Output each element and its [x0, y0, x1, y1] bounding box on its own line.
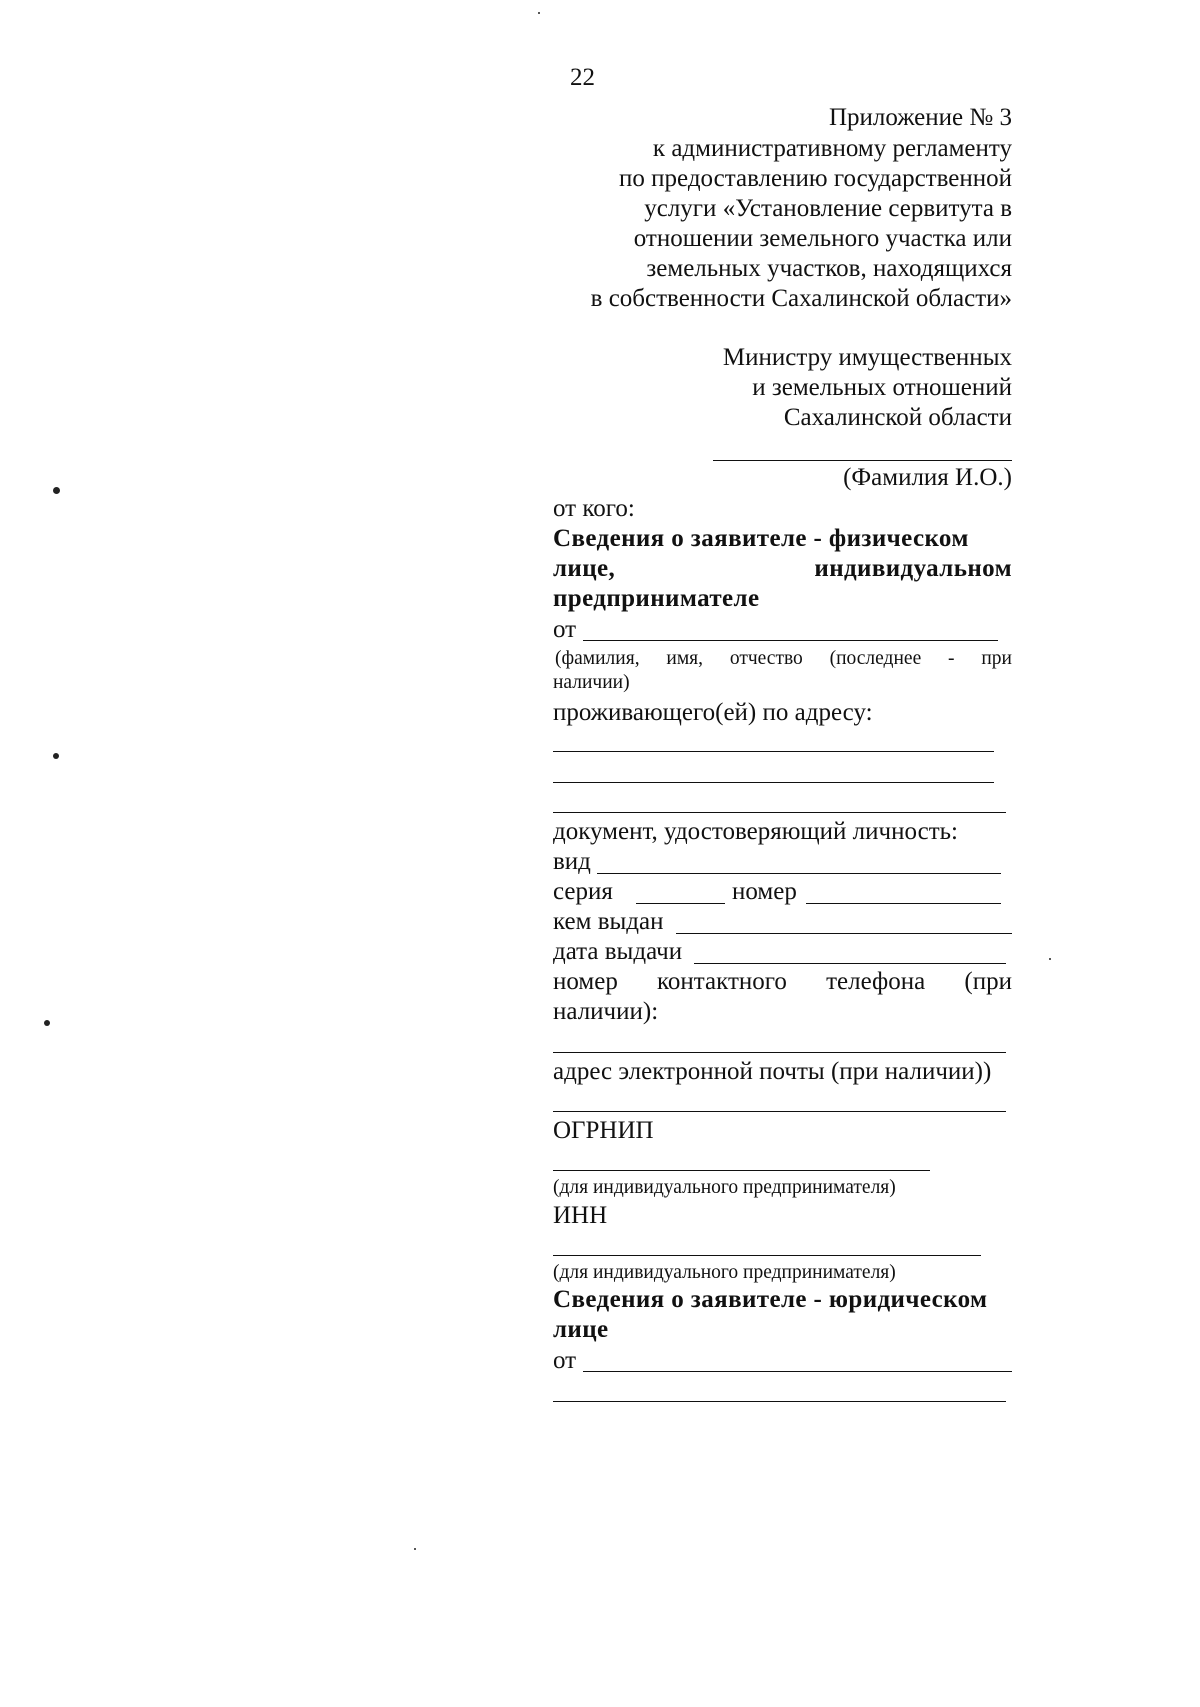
- id-doc-label: документ, удостоверяющий личность:: [553, 818, 958, 845]
- phone-field[interactable]: [553, 1052, 1006, 1053]
- email-field[interactable]: [553, 1111, 1006, 1112]
- fio-caption: наличии): [553, 672, 630, 693]
- addressee-line: и земельных отношений: [752, 374, 1012, 401]
- doc-number-label: номер: [732, 878, 797, 905]
- appendix-line: услуги «Установление сервитута в: [644, 195, 1012, 222]
- address-field[interactable]: [553, 782, 994, 783]
- appendix-line: в собственности Сахалинской области»: [590, 285, 1012, 312]
- issue-date-field[interactable]: [694, 963, 1006, 964]
- page-number: 22: [570, 64, 595, 91]
- from-prefix: от: [553, 616, 577, 643]
- phone-label-word: (при: [964, 968, 1012, 995]
- appendix-line: к административному регламенту: [652, 135, 1012, 162]
- addressee-line: Министру имущественных: [722, 344, 1012, 371]
- caption-word: (фамилия,: [555, 648, 640, 669]
- doc-number-field[interactable]: [806, 903, 1001, 904]
- fio-field[interactable]: [583, 640, 998, 641]
- legal-name-field[interactable]: [553, 1401, 1006, 1402]
- scan-speck: [1049, 958, 1051, 960]
- phone-label-word: номер: [553, 968, 618, 995]
- heading-word: индивидуальном: [814, 555, 1012, 582]
- phone-label-word: контактного: [657, 968, 787, 995]
- ogrnip-field[interactable]: [553, 1170, 930, 1171]
- section-heading: Сведения о заявителе - физическом: [553, 525, 969, 552]
- fio-caption: [555, 647, 1012, 671]
- caption-word: при: [981, 648, 1012, 669]
- address-field[interactable]: [553, 751, 994, 752]
- heading-word: лице,: [553, 555, 616, 582]
- caption-word: (последнее: [829, 648, 922, 669]
- section-heading: [553, 553, 1012, 585]
- addressee-name-field[interactable]: [713, 460, 1012, 461]
- section-heading: предпринимателе: [553, 585, 760, 612]
- phone-label-word: телефона: [826, 968, 926, 995]
- address-field[interactable]: [553, 812, 1006, 813]
- scan-speck: [53, 487, 60, 494]
- inn-label: ИНН: [553, 1202, 608, 1229]
- from-prefix: от: [553, 1347, 577, 1374]
- ogrnip-label: ОГРНИП: [553, 1117, 654, 1144]
- ip-note: (для индивидуального предпринимателя): [553, 1177, 896, 1198]
- doc-series-label: серия: [553, 878, 613, 905]
- issued-by-field[interactable]: [676, 933, 1012, 934]
- appendix-line: земельных участков, находящихся: [646, 255, 1012, 282]
- address-label: проживающего(ей) по адресу:: [553, 699, 873, 726]
- legal-name-field[interactable]: [583, 1371, 1012, 1372]
- inn-field[interactable]: [553, 1255, 981, 1256]
- issued-by-label: кем выдан: [553, 908, 664, 935]
- email-label: адрес электронной почты (при наличии)): [553, 1058, 992, 1085]
- scan-speck: [538, 12, 540, 14]
- appendix-line: по предоставлению государственной: [619, 165, 1012, 192]
- scan-speck: [44, 1020, 50, 1026]
- appendix-line: отношении земельного участка или: [633, 225, 1012, 252]
- issue-date-label: дата выдачи: [553, 938, 683, 965]
- section-heading: Сведения о заявителе - юридическом: [553, 1286, 988, 1313]
- caption-word: отчество: [729, 648, 803, 669]
- doc-type-label: вид: [553, 848, 591, 875]
- phone-label: наличии):: [553, 998, 659, 1025]
- scan-speck: [53, 753, 59, 759]
- addressee-name-caption: (Фамилия И.О.): [843, 464, 1012, 491]
- section-heading: лице: [553, 1316, 609, 1343]
- addressee-line: Сахалинской области: [783, 404, 1012, 431]
- ip-note: (для индивидуального предпринимателя): [553, 1262, 896, 1283]
- doc-type-field[interactable]: [597, 873, 1001, 874]
- phone-label: [553, 966, 1012, 998]
- appendix-line: Приложение № 3: [828, 104, 1012, 131]
- scan-speck: [414, 1548, 416, 1550]
- doc-series-field[interactable]: [636, 903, 725, 904]
- caption-word: -: [948, 648, 955, 669]
- caption-word: имя,: [666, 648, 704, 669]
- from-label: от кого:: [553, 495, 635, 522]
